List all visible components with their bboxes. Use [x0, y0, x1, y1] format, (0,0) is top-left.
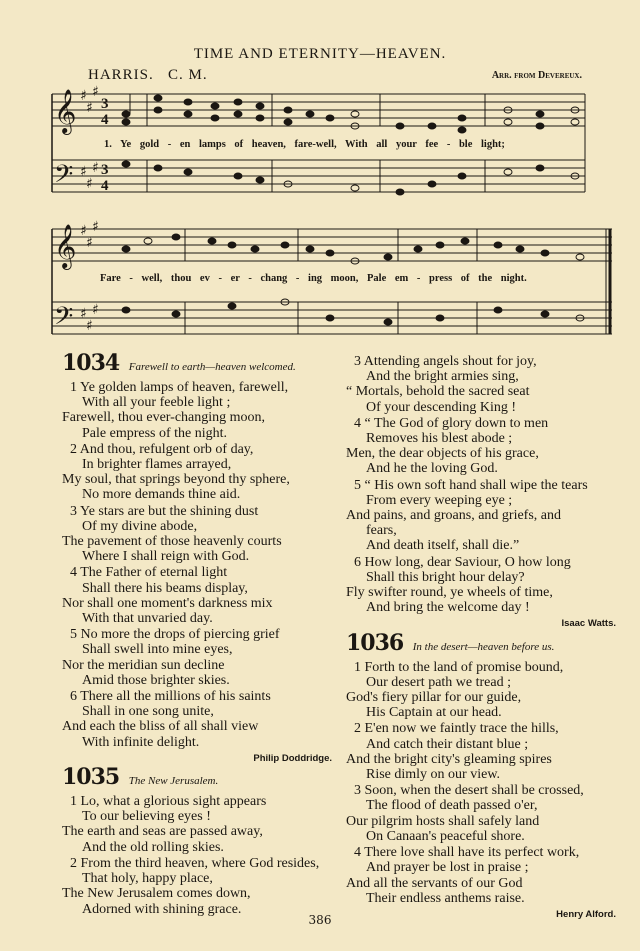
hymn-header [346, 629, 616, 660]
tune-meter: C. M. [168, 67, 208, 83]
key-signature-sharps [80, 84, 99, 334]
svg-text:♯: ♯ [92, 84, 99, 100]
svg-text:♯: ♯ [86, 176, 93, 192]
treble-clef-icon: 𝄞 [54, 224, 77, 268]
stanza: 5 No more the drops of piercing grief Shall swell into mine eyes, Nor the meridian sun decline Amid those brighter skies. [62, 627, 280, 688]
stanza: 6 How long, dear Saviour, O how long Shall this bright hour delay? Fly swifter round, ye wheels of time, And bring the welcome day ! [346, 554, 571, 616]
svg-text:♯: ♯ [86, 235, 93, 251]
stanza: 5 “ His own soft hand shall wipe the tears From every weeping eye ; And pains, and groans, and griefs, and fears, And death itself, shall die.” [346, 477, 588, 554]
stanza: 4 There love shall have its perfect work, And prayer be lost in praise ; And all the servants of our God Their endless anthems raise. [346, 845, 580, 906]
text-column-right [346, 354, 616, 926]
page-number: 386 [308, 913, 332, 927]
stanza: 1 Forth to the land of promise bound, Our desert path we tread ; God's fiery pillar for our guide, His Captain at our head. [346, 659, 564, 721]
stanza: 3 Ye stars are but the shining dust Of my divine abode, The pavement of those heavenly courts Where I shall reign with God. [62, 503, 282, 565]
svg-text:♯: ♯ [80, 306, 87, 322]
stanza: 1 Ye golden lamps of heaven, farewell, With all your feeble light ; Farewell, thou ever-changing moon, Pale empress of the night. [62, 380, 289, 441]
svg-text:3: 3 [101, 162, 109, 178]
stanza: 3 Attending angels shout for joy, And the bright armies sing, “ Mortals, behold the sacred seat Of your descending King ! [346, 354, 537, 415]
bass-clef-icon: 𝄢 [54, 302, 74, 337]
score-lyric-line2: Fare - well, thou ev - er - chang - ing moon, Pale em - press of the night. [100, 273, 527, 284]
stanza: 4 “ The God of glory down to men Removes his blest abode ; Men, the dear objects of his grace, And he the loving God. [346, 415, 549, 477]
stanza: 2 And thou, refulgent orb of day, In brighter flames arrayed, My soul, that springs beyond thy sphere, No more demands thine aid. [62, 441, 290, 503]
hymn-title: In the desert—heaven before us. [412, 640, 555, 653]
treble-clef-icon: 𝄞 [54, 89, 77, 133]
hymn-number: 1035 [62, 764, 120, 791]
score-lyric-line1: 1. Ye gold - en lamps of heaven, fare-well, With all your fee - ble light; [104, 139, 505, 150]
svg-text:♯: ♯ [80, 88, 87, 104]
hymn-author: Philip Doddridge. [253, 752, 332, 764]
stanza: 1 Lo, what a glorious sight appears To our believing eyes ! The earth and seas are passed away, And the old rolling skies. [62, 794, 267, 855]
hymn-title: Farewell to earth—heaven welcomed. [128, 361, 296, 373]
music-score [0, 0, 640, 351]
svg-text:♯: ♯ [86, 318, 93, 334]
svg-text:♯: ♯ [80, 223, 87, 239]
svg-text:4: 4 [101, 178, 109, 194]
svg-text:♯: ♯ [92, 160, 99, 176]
stanza: 2 E'en now we faintly trace the hills, And catch their distant blue ; And the bright city's gleaming spires Rise dimly on our view. [346, 721, 559, 783]
hymn-number: 1034 [62, 350, 120, 376]
svg-text:♯: ♯ [86, 100, 93, 116]
arranger-credit: Arr. from Devereux. [491, 70, 582, 81]
tune-title: HARRIS. [88, 67, 154, 83]
stanza: 2 From the third heaven, where God resides, That holy, happy place, The New Jerusalem comes down, Adorned with shining grace. [62, 855, 320, 917]
hymn-author: Isaac Watts. [561, 618, 616, 630]
stanza: 3 Soon, when the desert shall be crossed, The flood of death passed o'er, Our pilgrim hosts shall safely land On Canaan's peaceful shore. [346, 783, 584, 844]
svg-text:♯: ♯ [92, 302, 99, 318]
svg-text:3: 3 [101, 96, 109, 112]
svg-text:4: 4 [101, 112, 109, 128]
stanza: 4 The Father of eternal light Shall there his beams display, Nor shall one moment's darkness mix With that unvaried day. [62, 565, 273, 627]
svg-text:♯: ♯ [92, 219, 99, 235]
hymn-author: Henry Alford. [556, 908, 616, 920]
hymn-header [62, 350, 332, 380]
hymn-header [62, 764, 332, 794]
staff-system1-bass [52, 160, 585, 192]
text-column-left [62, 350, 332, 918]
bass-clef-icon: 𝄢 [54, 160, 74, 195]
hymn-title: The New Jerusalem. [128, 775, 219, 788]
stanza: 6 There all the millions of his saints Shall in one song unite, And each the bliss of all shall view With infinite delight. [62, 689, 271, 750]
section-title: TIME AND ETERNITY—HEAVEN. [193, 46, 447, 62]
hymn-number: 1036 [346, 629, 404, 656]
staff-system1-treble [52, 94, 585, 126]
svg-text:♯: ♯ [80, 164, 87, 180]
